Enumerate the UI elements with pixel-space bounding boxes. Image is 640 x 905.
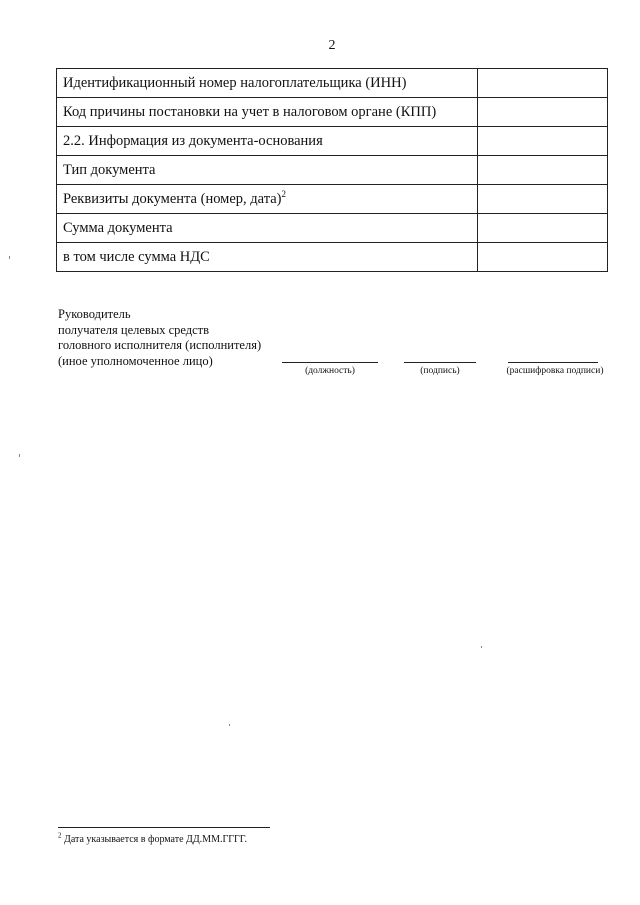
signature-caption: (подпись) [420,366,460,376]
scan-speck [19,454,20,457]
scan-speck [229,724,230,726]
signatory-line: получателя целевых средств [58,322,210,337]
vat-amount-label: в том числе сумма НДС [57,243,478,272]
inn-value [478,69,608,98]
position-caption: (должность) [305,366,355,376]
footnote-divider [58,827,270,828]
table-row [57,243,608,272]
signatory-line: (иное уполномоченное лицо) [58,353,213,368]
decoding-caption: (расшифровка подписи) [506,366,604,376]
signatory-line: головного исполнителя (исполнителя) [58,338,262,352]
signature-blank-line [404,362,476,363]
table-row [57,69,608,98]
footnote-reference: 2 [281,188,287,199]
table-row [57,214,608,243]
footnote-text: Дата указывается в формате ДД.ММ.ГГГГ. [64,834,247,845]
signatory-line: Руководитель [58,307,131,321]
document-details-cell [57,185,478,214]
table-row [57,98,608,127]
decoding-blank-line [508,362,598,363]
scan-speck [9,256,10,259]
page-number: 2 [328,38,336,53]
section-heading-basis-document: 2.2. Информация из документа-основания [57,127,478,156]
section-heading-value [478,127,608,156]
signatory-title [58,307,261,369]
table-row [57,156,608,185]
kpp-value [478,98,608,127]
kpp-label: Код причины постановки на учет в налоговом органе (КПП) [57,98,478,127]
position-blank-line [282,362,378,363]
inn-label: Идентификационный номер налогоплательщика (ИНН) [57,69,478,98]
table-row [57,127,608,156]
document-type-value [478,156,608,185]
document-amount-value [478,214,608,243]
document-amount-label: Сумма документа [57,214,478,243]
document-details-value [478,185,608,214]
table-row [57,185,608,214]
scan-speck [481,646,482,648]
document-details-label: Реквизиты документа (номер, дата) [63,190,282,207]
document-info-table [56,68,608,272]
document-type-label: Тип документа [57,156,478,185]
vat-amount-value [478,243,608,272]
footnote [58,831,247,845]
footnote-mark: 2 [58,831,62,840]
